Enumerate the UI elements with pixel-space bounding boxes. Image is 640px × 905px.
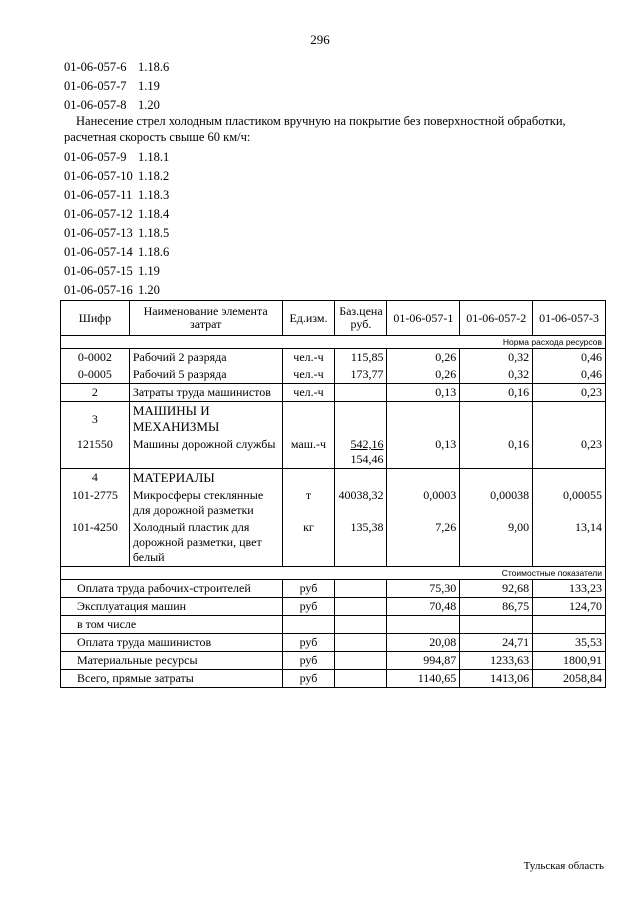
row-value-2: 9,00 <box>460 519 533 567</box>
code-ref: 1.20 <box>138 283 160 297</box>
code-row <box>64 148 169 167</box>
section-description: Нанесение стрел холодным пластиком вручную на покрытие без поверхностной обработки, расчетная скорость свыше 60 км/ч: <box>64 114 566 144</box>
table-row <box>61 519 606 567</box>
code: 01-06-057-7 <box>64 79 127 93</box>
row-value-1: 0,26 <box>387 366 460 384</box>
code-list-top <box>64 58 169 115</box>
header-col3: 01-06-057-3 <box>533 301 606 336</box>
row-name: Холодный пластик для дорожной разметки, цвет белый <box>129 519 282 567</box>
cost-value-2: 92,68 <box>460 580 533 598</box>
cost-unit: руб <box>282 634 335 652</box>
cost-note: Стоимостные показатели <box>61 567 606 580</box>
section-header-row <box>61 469 606 488</box>
code-row <box>64 167 169 186</box>
price-main: 542,16 <box>350 437 384 451</box>
row-unit: чел.-ч <box>282 349 335 367</box>
cost-value-1: 20,08 <box>387 634 460 652</box>
row-code: 101-4250 <box>61 519 130 567</box>
cost-unit: руб <box>282 598 335 616</box>
resource-norms-table <box>60 300 606 688</box>
cost-value-2: 24,71 <box>460 634 533 652</box>
cost-value-2: 86,75 <box>460 598 533 616</box>
cost-name: Материальные ресурсы <box>61 652 283 670</box>
row-name: Микросферы стеклянные для дорожной разметки <box>129 487 282 519</box>
section-header-row <box>61 402 606 437</box>
cost-value-3: 124,70 <box>533 598 606 616</box>
cost-row <box>61 634 606 652</box>
code: 01-06-057-8 <box>64 98 127 112</box>
cost-unit: руб <box>282 670 335 688</box>
code-row <box>64 186 169 205</box>
row-unit: кг <box>282 519 335 567</box>
cost-unit: руб <box>282 580 335 598</box>
row-price: 40038,32 <box>335 487 387 519</box>
row-unit: чел.-ч <box>282 366 335 384</box>
table-row <box>61 436 606 469</box>
code-ref: 1.20 <box>138 98 160 112</box>
norm-note-row <box>61 336 606 349</box>
cost-value-2: 1413,06 <box>460 670 533 688</box>
section-code: 4 <box>61 469 130 488</box>
header-price: Баз.цена руб. <box>335 301 387 336</box>
cost-value-2: 1233,63 <box>460 652 533 670</box>
code-row <box>64 58 169 77</box>
table-header-row <box>61 301 606 336</box>
cost-note-row <box>61 567 606 580</box>
row-unit: маш.-ч <box>282 436 335 469</box>
norm-note: Норма расхода ресурсов <box>61 336 606 349</box>
code-ref: 1.18.2 <box>138 169 170 183</box>
cost-name: в том числе <box>61 616 283 634</box>
cost-unit: руб <box>282 652 335 670</box>
footer-region: Тульская область <box>523 860 604 872</box>
row-code: 101-2775 <box>61 487 130 519</box>
cost-value-3: 35,53 <box>533 634 606 652</box>
code: 01-06-057-11 <box>64 188 133 202</box>
section-title: МАШИНЫ И МЕХАНИЗМЫ <box>129 402 282 437</box>
cost-value-1: 70,48 <box>387 598 460 616</box>
table-row <box>61 384 606 402</box>
code-ref: 1.18.3 <box>138 188 170 202</box>
code: 01-06-057-13 <box>64 226 133 240</box>
row-value-2: 0,32 <box>460 349 533 367</box>
row-price: 173,77 <box>335 366 387 384</box>
cost-name: Оплата труда машинистов <box>61 634 283 652</box>
row-price <box>335 384 387 402</box>
cost-row <box>61 652 606 670</box>
row-value-2: 0,16 <box>460 436 533 469</box>
row-value-3: 0,00055 <box>533 487 606 519</box>
code: 01-06-057-10 <box>64 169 133 183</box>
row-value-3: 0,46 <box>533 366 606 384</box>
cost-row <box>61 670 606 688</box>
code-row <box>64 224 169 243</box>
section-title: МАТЕРИАЛЫ <box>129 469 282 488</box>
row-value-3: 13,14 <box>533 519 606 567</box>
table-row <box>61 487 606 519</box>
code-row <box>64 96 169 115</box>
code-row <box>64 77 169 96</box>
cost-name: Всего, прямые затраты <box>61 670 283 688</box>
row-name: Машины дорожной службы <box>129 436 282 469</box>
code-ref: 1.18.4 <box>138 207 170 221</box>
code-ref: 1.18.1 <box>138 150 170 164</box>
code-row <box>64 205 169 224</box>
row-value-3: 0,46 <box>533 349 606 367</box>
row-value-1: 0,26 <box>387 349 460 367</box>
cost-value-3: 1800,91 <box>533 652 606 670</box>
cost-row <box>61 580 606 598</box>
code-row <box>64 281 169 300</box>
cost-name: Оплата труда рабочих-строителей <box>61 580 283 598</box>
header-col1: 01-06-057-1 <box>387 301 460 336</box>
row-unit: т <box>282 487 335 519</box>
header-unit: Ед.изм. <box>282 301 335 336</box>
row-value-2: 0,16 <box>460 384 533 402</box>
row-value-2: 0,00038 <box>460 487 533 519</box>
code-ref: 1.18.6 <box>138 245 170 259</box>
row-code: 0-0005 <box>61 366 130 384</box>
code-ref: 1.19 <box>138 264 160 278</box>
row-unit: чел.-ч <box>282 384 335 402</box>
code: 01-06-057-6 <box>64 60 127 74</box>
row-code: 0-0002 <box>61 349 130 367</box>
row-value-1: 7,26 <box>387 519 460 567</box>
row-value-3: 0,23 <box>533 384 606 402</box>
row-name: Рабочий 5 разряда <box>129 366 282 384</box>
table-row <box>61 366 606 384</box>
row-price: 115,85 <box>335 349 387 367</box>
code: 01-06-057-16 <box>64 283 133 297</box>
page-number: 296 <box>310 32 330 47</box>
code-row <box>64 262 169 281</box>
row-code: 2 <box>61 384 130 402</box>
section-code: 3 <box>61 402 130 437</box>
row-value-2: 0,32 <box>460 366 533 384</box>
cost-value-1: 994,87 <box>387 652 460 670</box>
row-name: Затраты труда машинистов <box>129 384 282 402</box>
row-code: 121550 <box>61 436 130 469</box>
cost-name: Эксплуатация машин <box>61 598 283 616</box>
code: 01-06-057-12 <box>64 207 133 221</box>
cost-value-3: 133,23 <box>533 580 606 598</box>
header-code: Шифр <box>61 301 130 336</box>
cost-value-1: 1140,65 <box>387 670 460 688</box>
cost-value-3: 2058,84 <box>533 670 606 688</box>
code: 01-06-057-15 <box>64 264 133 278</box>
table-row <box>61 349 606 367</box>
row-value-1: 0,13 <box>387 436 460 469</box>
code-list-bottom <box>64 148 169 300</box>
code-ref: 1.18.5 <box>138 226 170 240</box>
row-value-1: 0,13 <box>387 384 460 402</box>
row-price <box>335 436 387 469</box>
cost-row <box>61 598 606 616</box>
cost-value-1: 75,30 <box>387 580 460 598</box>
row-value-3: 0,23 <box>533 436 606 469</box>
code: 01-06-057-9 <box>64 150 127 164</box>
header-col2: 01-06-057-2 <box>460 301 533 336</box>
header-name: Наименование элемента затрат <box>129 301 282 336</box>
cost-row <box>61 616 606 634</box>
code-ref: 1.19 <box>138 79 160 93</box>
code-ref: 1.18.6 <box>138 60 170 74</box>
code: 01-06-057-14 <box>64 245 133 259</box>
row-value-1: 0,0003 <box>387 487 460 519</box>
code-row <box>64 243 169 262</box>
row-price: 135,38 <box>335 519 387 567</box>
price-secondary: 154,46 <box>350 452 384 466</box>
row-name: Рабочий 2 разряда <box>129 349 282 367</box>
